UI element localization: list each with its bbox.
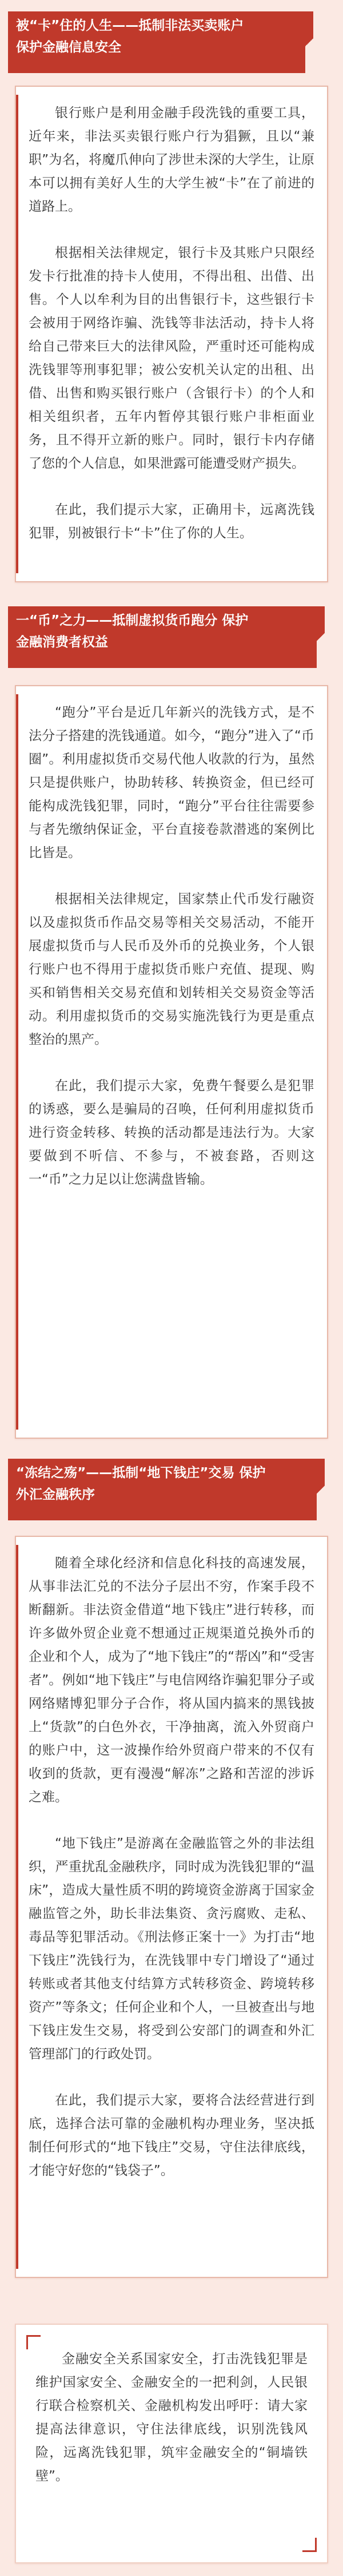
section-1-title-line1: 被“卡”住的人生——抵制非法买卖账户: [16, 18, 244, 33]
section-3-paragraph-1: 随着全球化经济和信息化科技的高速发展，从事非法汇兑的不法分子层出不穷，作案手段不断翻新。非法资金借道“地下钱庄”进行转移，而许多做外贸企业竟不想通过正规渠道兑换外币的企业和个人，成为了“地下钱庄”的“帮凶”和“受害者”。例如“地下钱庄”与电信网络诈骗犯罪分子或网络赌博犯罪分子合作，将从国内搞来的黑钱披上“货款”的白色外衣，干净抽离，流入外贸商户的账户中，这一波操作给外贸商户带来的不仅有收到的货款，更有漫漫“解冻”之路和苦涩的涉诉之难。: [29, 1556, 314, 1805]
section-2-paragraph-2: 根据相关法律规定，国家禁止代币发行融资以及虚拟货币作品交易等相关交易活动，不能开展虚拟货币与人民币及外币的兑换业务，个人银行账户也不得用于虚拟货币账户充值、提现、购买和销售相关交易充值和划转相关交易资金等活动。利用虚拟货币的交易实施洗钱行为更是重点整治的黑产。: [29, 892, 314, 1047]
section-3-card: [15, 1536, 328, 2278]
section-2-paragraph-1: “跑分”平台是近几年新兴的洗钱方式，是不法分子搭建的洗钱通道。如今，“跑分”进入了“币圈”。利用虚拟货币交易代他人收款的行为，虽然只是提供账户，协助转移、转换资金，但已经可能构成洗钱犯罪，同时，“跑分”平台往往需要参与者先缴纳保证金，平台直接卷款潜逃的案例比比皆是。: [29, 705, 314, 860]
card-accent-rule: [16, 694, 18, 1430]
section-1-card: [15, 86, 328, 582]
section-1-title-line2: 保护金融信息安全: [16, 40, 121, 55]
corner-bracket-bottom-right: [302, 2538, 317, 2552]
closing-body: [35, 2348, 308, 2488]
section-2-paragraph-3: 在此，我们提示大家，免费午餐要么是犯罪的诱惑，要么是骗局的召唤，任何利用虚拟货币进行资金转移、转换的活动都是违法行为。大家要做到不听信、不参与，不被套路，否则这一“币”之力足以让您满盘皆输。: [29, 1078, 314, 1187]
card-accent-rule: [16, 95, 18, 573]
section-3-title-line2: 外汇金融秩序: [16, 1487, 95, 1502]
section-2-body: [29, 701, 314, 1192]
section-1-paragraph-1: 银行账户是利用金融手段洗钱的重要工具，近年来，非法买卖银行账户行为猖獗，且以“兼职”为名，将魔爪伸向了涉世未深的大学生，让原本可以拥有美好人生的大学生被“卡”在了前进的道路上。: [29, 106, 314, 214]
section-1-header: [8, 11, 305, 73]
closing-paragraph: 金融安全关系国家安全，打击洗钱犯罪是维护国家安全、金融安全的一把利剑，人民银行联合检察机关、金融机构发出呼吁：请大家提高法律意识，守住法律底线，识别洗钱风险，远离洗钱犯罪，筑牢金融安全的“铜墙铁壁”。: [35, 2352, 308, 2484]
section-1-paragraph-3: 在此，我们提示大家，正确用卡，远离洗钱犯罪，别被银行卡“卡”住了你的人生。: [29, 502, 314, 541]
section-2-card: [15, 685, 328, 1439]
section-3-paragraph-3: 在此，我们提示大家，要将合法经营进行到底，选择合法可靠的金融机构办理业务，坚决抵制任何形式的“地下钱庄”交易，守住法律底线，才能守好您的“钱袋子”。: [29, 2093, 314, 2178]
section-3-title-line1: “冻结之殇”——抵制“地下钱庄”交易 保护: [16, 1466, 266, 1480]
section-1-paragraph-2: 根据相关法律规定，银行卡及其账户只限经发卡行批准的持卡人使用，不得出租、出借、出售。个人以牟利为目的出售银行卡，这些银行卡会被用于网络诈骗、洗钱等非法活动，持卡人将给自己带来巨大的法律风险，严重时还可能构成洗钱罪等刑事犯罪；被公安机关认定的出租、出借、出售和购买银行账户（含银行卡）的个人和相关组织者，五年内暂停其银行账户非柜面业务，且不得开立新的账户。同时，银行卡内存储了您的个人信息，如果泄露可能遭受财产损失。: [29, 245, 314, 471]
closing-card: [15, 2324, 328, 2563]
card-accent-rule: [16, 1545, 18, 2269]
section-3-paragraph-2: “地下钱庄”是游离在金融监管之外的非法组织，严重扰乱金融秩序，同时成为洗钱犯罪的“温床”，造成大量性质不明的跨境资金游离于国家金融监管之外，助长非法集资、贪污腐败、走私、毒品等犯罪活动。《刑法修正案十一》为打击“地下钱庄”洗钱行为，在洗钱罪中专门增设了“通过转账或者其他支付结算方式转移资金、跨境转移资产”等条文；任何企业和个人，一旦被查出与地下钱庄发生交易，将受到公安部门的调查和外汇管理部门的行政处罚。: [29, 1836, 314, 2062]
section-3-header: [8, 1459, 317, 1520]
section-2-title-line1: 一“币”之力——抵制虚拟货币跑分 保护: [16, 613, 249, 628]
section-2-header: [8, 606, 317, 668]
section-2-title-line2: 金融消费者权益: [16, 635, 108, 650]
section-1-body: [29, 102, 314, 545]
section-3-body: [29, 1552, 314, 2183]
